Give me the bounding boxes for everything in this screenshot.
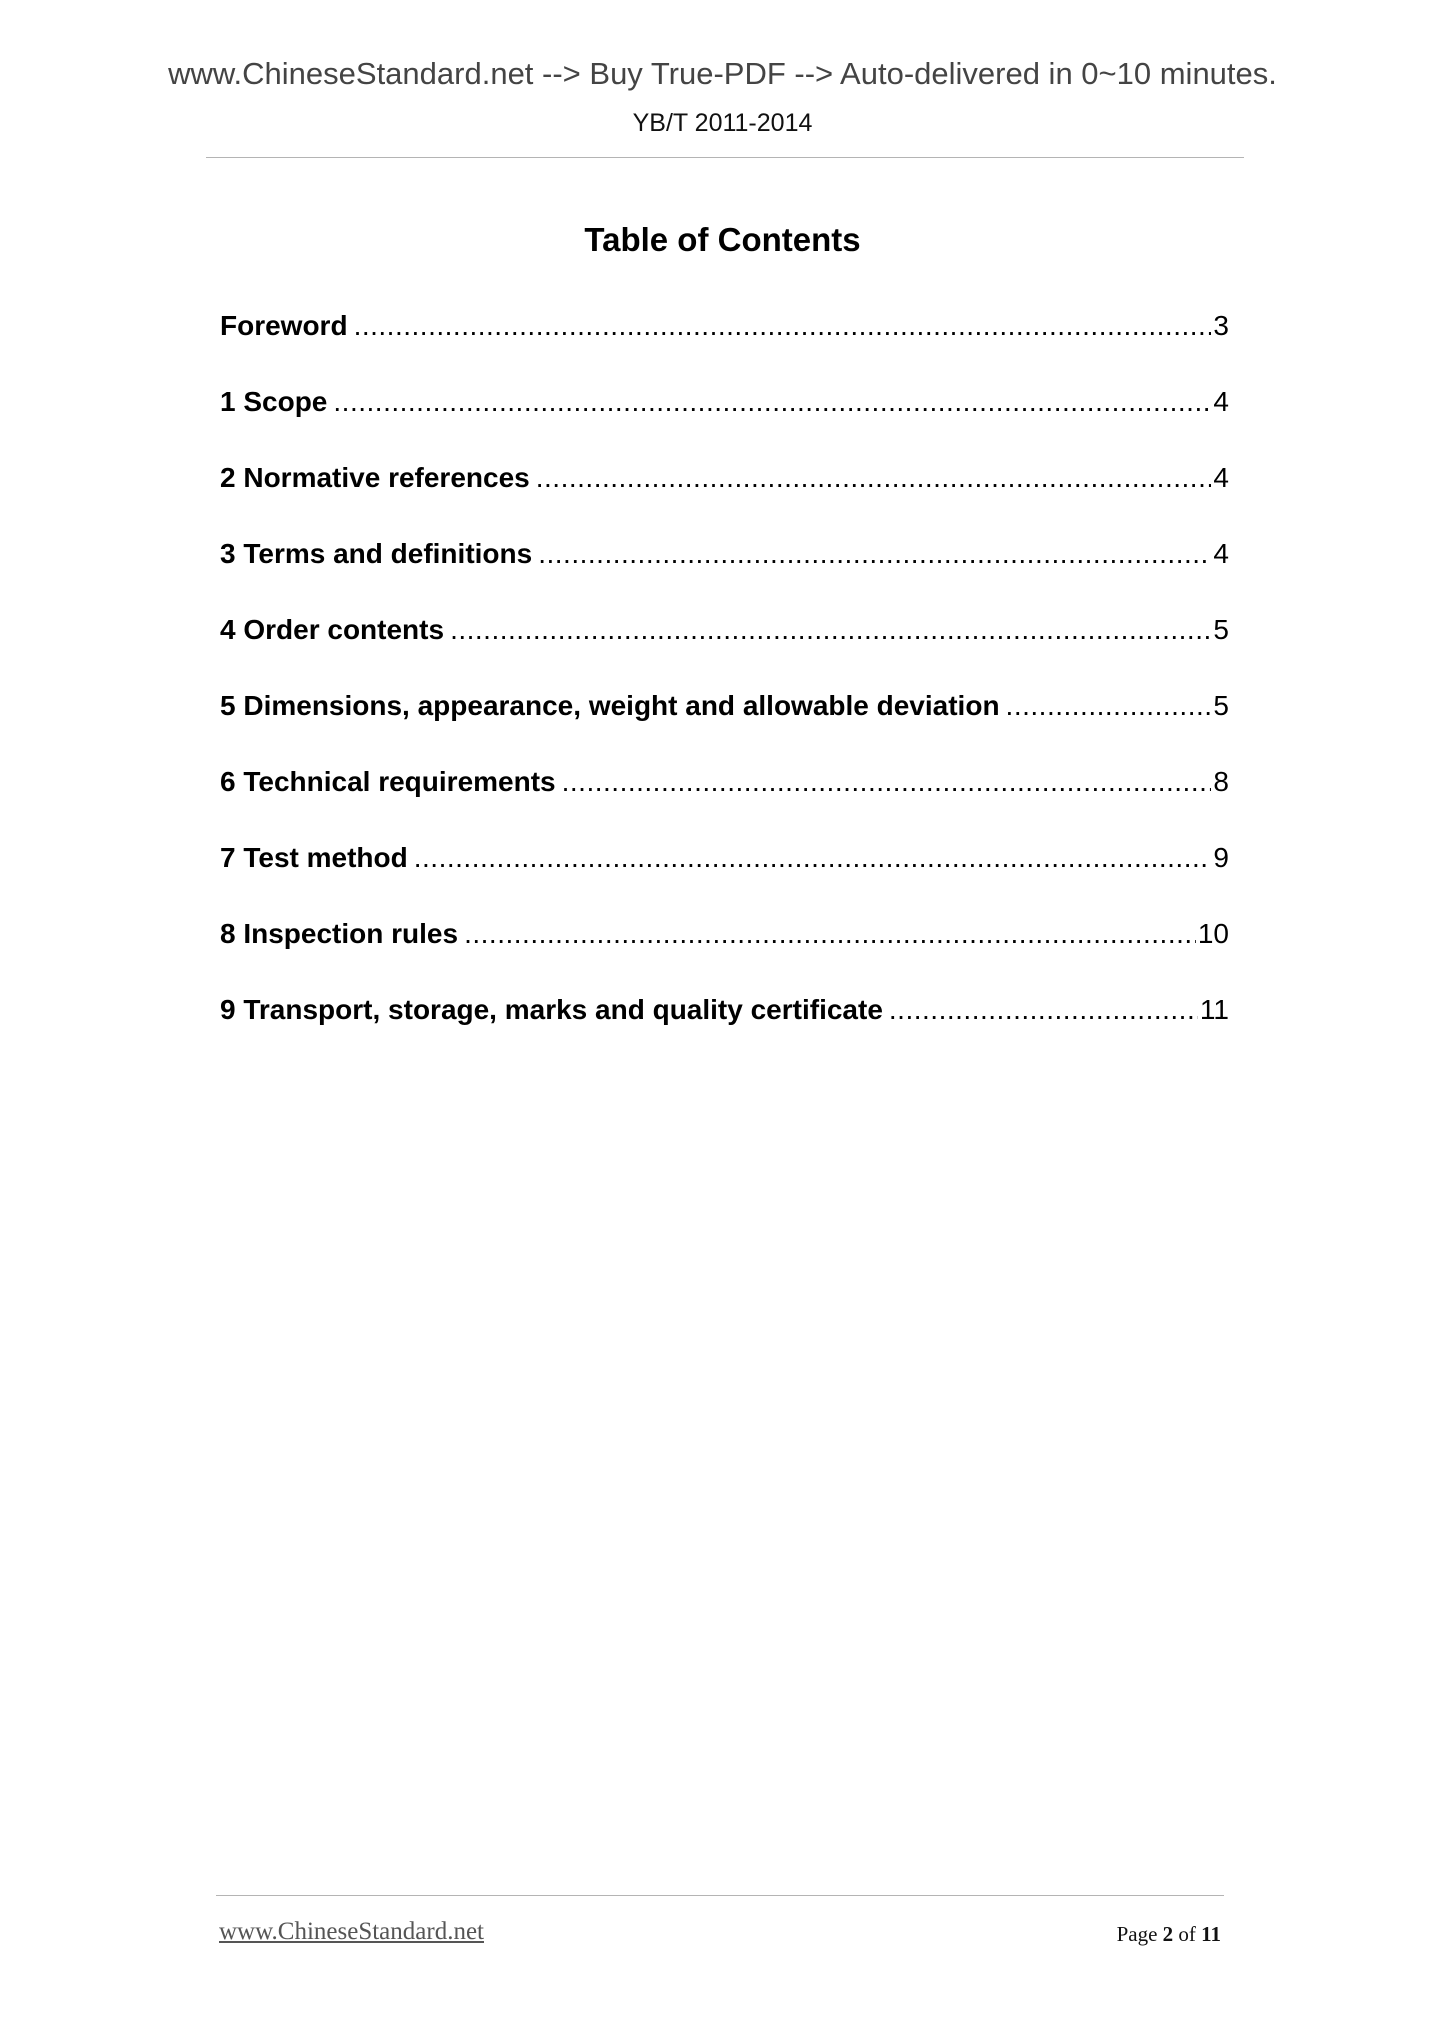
toc-entry-normative-references[interactable]	[220, 460, 1229, 536]
toc-dot-leader	[536, 460, 1212, 496]
footer-site-link[interactable]: www.ChineseStandard.net	[219, 1918, 484, 1945]
toc-dot-leader	[464, 916, 1196, 952]
toc-entry-page: 4	[1213, 386, 1229, 417]
footer-divider	[216, 1895, 1224, 1896]
toc-dot-leader	[1006, 688, 1212, 724]
toc-entry-label: 6 Technical requirements	[220, 766, 556, 797]
toc-entry-label: 8 Inspection rules	[220, 918, 459, 949]
toc-entry-order-contents[interactable]	[220, 612, 1229, 688]
document-code: YB/T 2011-2014	[632, 109, 813, 137]
toc-entry-foreword[interactable]	[220, 308, 1229, 384]
toc-entry-page: 5	[1213, 614, 1229, 645]
toc-title: Table of Contents	[584, 221, 861, 258]
toc-entry-transport-storage[interactable]	[220, 992, 1229, 1068]
toc-entry-label: 2 Normative references	[220, 462, 530, 493]
toc-dot-leader	[538, 536, 1211, 572]
page-prefix: Page	[1116, 1922, 1158, 1946]
toc-entry-page: 3	[1213, 310, 1229, 341]
toc-entry-label: 4 Order contents	[220, 614, 445, 645]
toc-dot-leader	[889, 992, 1198, 1028]
page-current: 2	[1162, 1922, 1174, 1946]
toc-entry-page: 9	[1213, 842, 1229, 873]
toc-dot-leader	[450, 612, 1211, 648]
table-of-contents	[220, 308, 1229, 1068]
toc-dot-leader	[414, 840, 1212, 876]
toc-entry-technical-requirements[interactable]	[220, 764, 1229, 840]
toc-entry-label: 5 Dimensions, appearance, weight and allowable deviation	[220, 690, 1000, 721]
header-divider	[206, 157, 1244, 158]
toc-entry-page: 5	[1213, 690, 1229, 721]
toc-entry-label: 3 Terms and definitions	[220, 538, 533, 569]
toc-dot-leader	[354, 308, 1212, 344]
toc-entry-page: 10	[1197, 918, 1229, 949]
toc-entry-scope[interactable]	[220, 384, 1229, 460]
toc-entry-page: 11	[1199, 994, 1229, 1025]
toc-entry-page: 4	[1213, 462, 1229, 493]
toc-entry-inspection-rules[interactable]	[220, 916, 1229, 992]
toc-entry-label: 7 Test method	[220, 842, 408, 873]
page-of: of	[1178, 1922, 1196, 1946]
page-total: 11	[1201, 1922, 1221, 1946]
toc-entry-dimensions[interactable]	[220, 688, 1229, 764]
toc-entry-page: 8	[1213, 766, 1229, 797]
site-banner: www.ChineseStandard.net --> Buy True-PDF --> Auto-delivered in 0~10 minutes.	[168, 56, 1277, 91]
toc-entry-label: 9 Transport, storage, marks and quality certificate	[220, 994, 883, 1025]
toc-dot-leader	[333, 384, 1211, 420]
toc-entry-terms-and-definitions[interactable]	[220, 536, 1229, 612]
toc-entry-test-method[interactable]	[220, 840, 1229, 916]
toc-entry-label: Foreword	[220, 310, 348, 341]
toc-dot-leader	[562, 764, 1212, 800]
toc-entry-page: 4	[1213, 538, 1229, 569]
page-number	[1117, 1921, 1221, 1947]
toc-entry-label: 1 Scope	[220, 386, 328, 417]
